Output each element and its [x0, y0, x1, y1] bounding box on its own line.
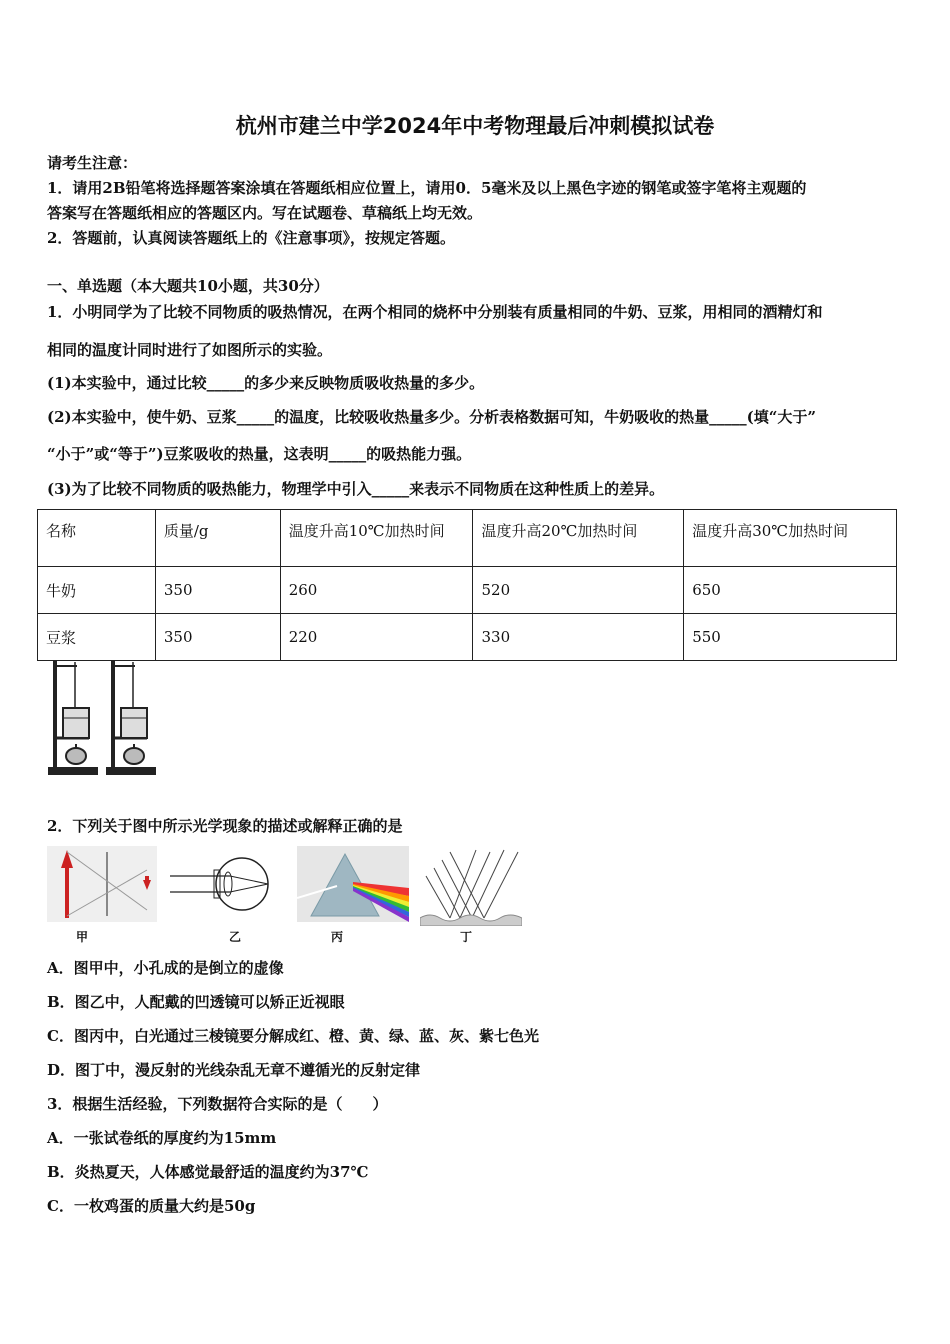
table-header-cell: 温度升高20℃加热时间	[473, 510, 684, 567]
figure-caption-jia: 甲	[76, 930, 89, 944]
figure-caption-yi: 乙	[229, 930, 242, 944]
apparatus-right	[107, 660, 155, 774]
table-header-cell: 质量/g	[155, 510, 280, 567]
section-heading: 一、单选题（本大题共10小题，共30分）	[47, 277, 329, 295]
table-cell: 350	[155, 614, 280, 661]
q1-stem-line-1: 1．小明同学为了比较不同物质的吸热情况，在两个相同的烧杯中分别装有质量相同的牛奶、豆浆，用相同的酒精灯和	[47, 303, 823, 321]
table-cell: 350	[155, 567, 280, 614]
table-header-cell: 温度升高10℃加热时间	[280, 510, 473, 567]
q1-sub-2-line-1: (2)本实验中，使牛奶、豆浆_____的温度，比较吸收热量多少。分析表格数据可知，牛奶吸收的热量_____(填“大于”	[47, 408, 816, 426]
q1-stem-line-2: 相同的温度计同时进行了如图所示的实验。	[47, 341, 333, 359]
diffuse-reflection-figure	[420, 846, 522, 926]
table-cell: 520	[473, 567, 684, 614]
q1-sub-3: (3)为了比较不同物质的吸热能力，物理学中引入_____来表示不同物质在这种性质上的差异。	[47, 480, 665, 498]
figure-caption-bing: 丙	[331, 930, 344, 944]
table-cell: 220	[280, 614, 473, 661]
q2-option-a: A．图甲中，小孔成的是倒立的虚像	[47, 959, 284, 977]
table-cell: 550	[684, 614, 897, 661]
table-row	[38, 567, 897, 614]
table-row	[38, 614, 897, 661]
prism-figure	[297, 846, 409, 922]
notice-item-2: 2．答题前，认真阅读答题纸上的《注意事项》，按规定答题。	[47, 229, 455, 247]
q1-sub-1: (1)本实验中，通过比较_____的多少来反映物质吸收热量的多少。	[47, 374, 485, 392]
page-title: 杭州市建兰中学2024年中考物理最后冲刺模拟试卷	[235, 114, 715, 138]
notice-item-1-line-1: 1．请用2B铅笔将选择题答案涂填在答题纸相应位置上，请用0．5毫米及以上黑色字迹的钢笔或签字笔将主观题的	[47, 179, 807, 197]
q2-option-b: B．图乙中，人配戴的凹透镜可以矫正近视眼	[47, 993, 345, 1011]
table-cell: 260	[280, 567, 473, 614]
table-cell: 牛奶	[38, 567, 156, 614]
figure-caption-ding: 丁	[460, 930, 473, 944]
q2-option-c: C．图丙中，白光通过三棱镜要分解成红、橙、黄、绿、蓝、灰、紫七色光	[47, 1027, 539, 1045]
table-header-cell: 名称	[38, 510, 156, 567]
notice-heading: 请考生注意：	[47, 154, 138, 172]
q3-option-a: A．一张试卷纸的厚度约为15mm	[47, 1129, 277, 1147]
q2-stem: 2．下列关于图中所示光学现象的描述或解释正确的是	[47, 817, 403, 835]
pinhole-figure	[47, 846, 157, 922]
q3-option-b: B．炎热夏天，人体感觉最舒适的温度约为37℃	[47, 1163, 369, 1181]
q3-option-c: C．一枚鸡蛋的质量大约是50g	[47, 1197, 256, 1215]
notice-item-1-line-2: 答案写在答题纸相应的答题区内。写在试题卷、草稿纸上均无效。	[47, 204, 483, 222]
table-cell: 豆浆	[38, 614, 156, 661]
q1-sub-2-line-2: “小于”或“等于”)豆浆吸收的热量，这表明_____的吸热能力强。	[47, 445, 472, 463]
heating-data-table	[37, 509, 897, 661]
heating-apparatus-figure	[45, 656, 160, 776]
q3-stem: 3．根据生活经验，下列数据符合实际的是（ ）	[47, 1095, 388, 1113]
table-header-row	[38, 510, 897, 567]
table-cell: 650	[684, 567, 897, 614]
eye-lens-figure	[170, 852, 278, 922]
apparatus-left	[49, 660, 97, 774]
q2-option-d: D．图丁中，漫反射的光线杂乱无章不遵循光的反射定律	[47, 1061, 421, 1079]
table-header-cell: 温度升高30℃加热时间	[684, 510, 897, 567]
table-cell: 330	[473, 614, 684, 661]
